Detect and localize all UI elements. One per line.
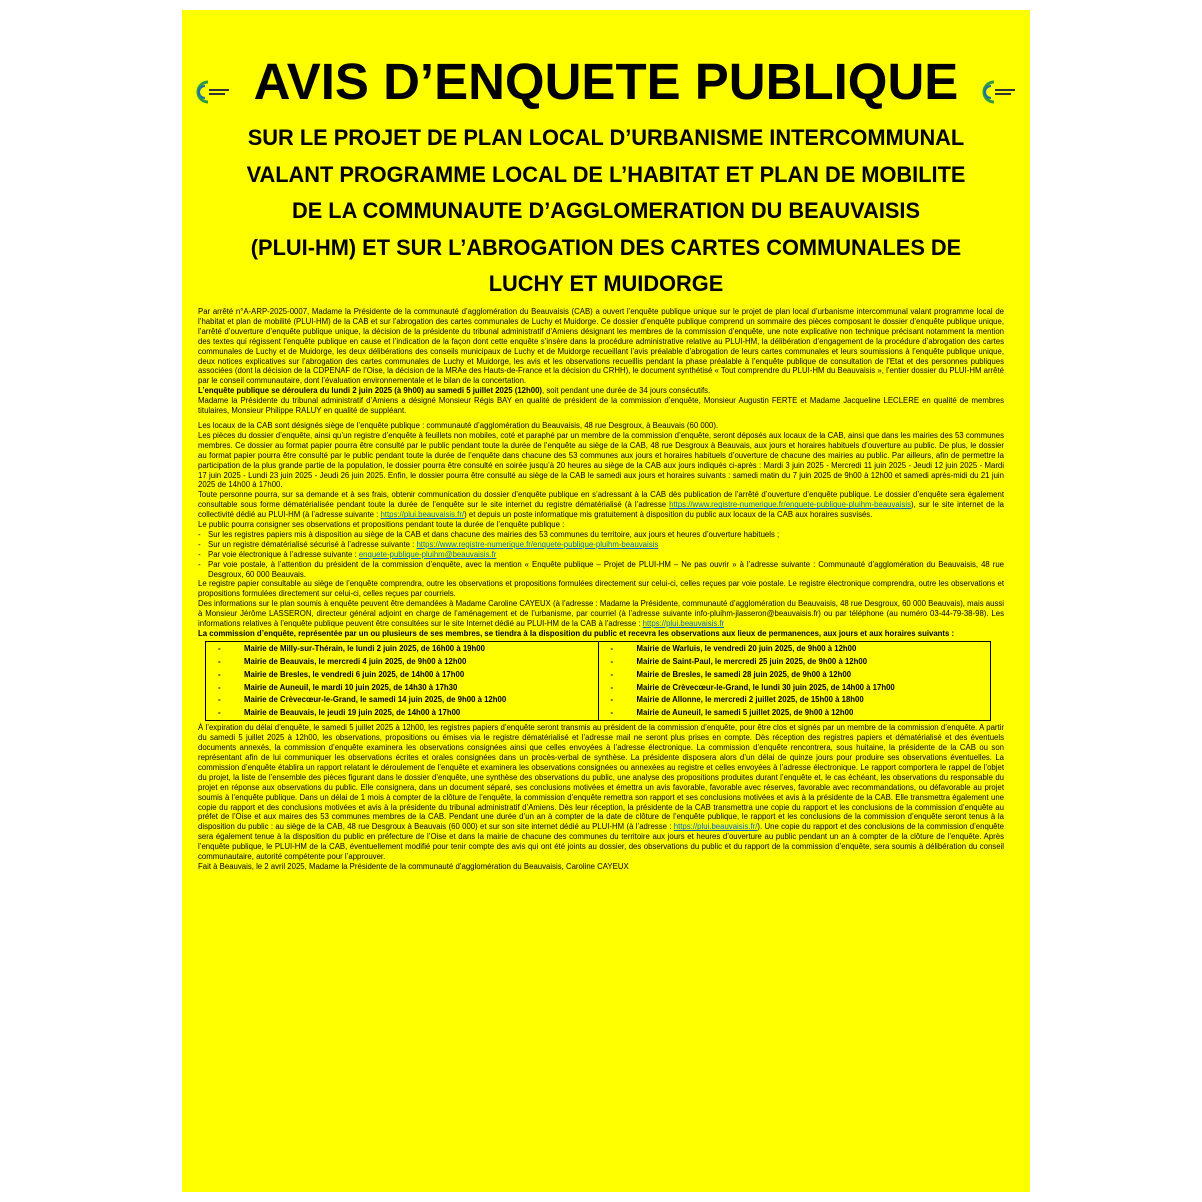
permanence-item: - Mairie de Crèvecœur-le-Grand, le samedi 14 juin 2025, de 9h00 à 12h00 <box>214 694 594 707</box>
list-item <box>198 540 1004 550</box>
enquete-duration-text: , soit pendant une durée de 34 jours consécutifs. <box>542 386 711 396</box>
permanence-item: - Mairie de Bresles, le samedi 28 juin 2025, de 9h00 à 12h00 <box>607 669 987 682</box>
subtitle-line: LUCHY ET MUIDORGE <box>488 271 724 296</box>
subtitle-line: SUR LE PROJET DE PLAN LOCAL D’URBANISME INTERCOMMUNAL <box>247 125 965 150</box>
cloture-paragraph <box>198 723 1004 862</box>
list-item: - Sur les registres papiers mis à disposition au siège de la CAB et dans chacune des mairies des 53 communes du territoire, aux jours et heures d’ouverture habituels ; <box>198 530 1004 540</box>
permanence-item: - Mairie de Auneuil, le samedi 5 juillet 2025, de 9h00 à 12h00 <box>607 707 987 720</box>
list-item <box>198 550 1004 560</box>
plui-site-link[interactable]: https://plui.beauvaisis.fr <box>642 619 725 629</box>
consultation-text: ) et depuis un poste informatique mis gratuitement à disposition du public aux locaux de la CAB aux horaires susvisés. <box>464 510 873 520</box>
permanence-item: - Mairie de Beauvais, le mercredi 4 juin 2025, de 9h00 à 12h00 <box>214 656 594 669</box>
dossier-paragraph: Les pièces du dossier d’enquête, ainsi qu’un registre d’enquête à feuillets non mobiles, coté et paraphé par un membre de la commission d’enquête, seront déposés aux locaux de la CAB, ainsi que dans les mairies des 53 communes membres. Ce dossier au format papier pourra être consulté par le public pendant toute la durée de l’enquête au siège de la CAB, 48 rue Desgroux à Beauvais, aux jours et horaires habituels d’ouverture au public. De plus, le dossier au format papier pourra être consulté par le public pendant toute la durée de l’enquête dans chacune des 53 communes aux jours et horaires habituels d’ouverture de chacune des mairies au public. Par ailleurs, afin de permettre la participation de la plus grande partie de la population, le dossier pourra être consulté en soirée jusqu’à 20 heures au siège de la CAB aux jours indiqués ci-après : Mardi 3 juin 2025 - Mercredi 11 juin 2025 - Jeudi 12 juin 2025 - Mardi 17 juin 2025 - Lundi 23 juin 2025 - Jeudi 26 juin 2025. Enfin, le dossier pourra être consulté au siège de la CAB le samedi aux jours et horaires suivants : samedi matin du 7 juin 2025 de 9h00 à 12h00 et samedi après-midi du 21 juin 2025 de 14h00 à 17h00. <box>198 430 1004 490</box>
permanence-item: - Mairie de Milly-sur-Thérain, le lundi 2 juin 2025, de 16h00 à 19h00 <box>214 643 594 656</box>
permanences-table <box>205 641 991 721</box>
plui-site-link[interactable]: https://plui.beauvaisis.fr/ <box>673 822 758 832</box>
subtitle-line: (PLUI-HM) ET SUR L’ABROGATION DES CARTES COMMUNALES DE <box>250 234 962 260</box>
informations-text: Des informations sur le plan soumis à enquête peuvent être demandées à Madame Caroline CAYEUX (à l’adresse : Madame la Présidente, communauté d’agglomération du Beauvaisis, 48 rue Desgroux, 60 000 Beauvais), mais aussi à Monsieur Jérôme LASSERON, directeur général adjoint en charge de l’aménagement et de l’urbanisme, par courriel (à l’adresse suivante info-pluihm-jlasseron@beauvaisis.fr) ou par téléphone (au numéro 03-44-79-38-98). Les informations relatives à l’enquête publique peuvent être consultées sur le site Internet dédié au PLUI-HM de la CAB à l’adresse : <box>198 599 1004 629</box>
permanences-intro-bold: La commission d’enquête, représentée par un ou plusieurs de ses membres, se tiendra à la disposition du public et recevra les observations aux lieux de permanences, aux jours et aux horaires suivants <box>198 629 950 638</box>
registre-paragraph: Le registre papier consultable au siège de l’enquête comprendra, outre les observations et propositions formulées directement sur celui-ci, celles reçues par voie postale. Le registre électronique comprendra, outre les observations et propositions formulées directement sur celui-ci, celles reçues par courriels. <box>198 579 1004 599</box>
consultation-text: ), sur le site internet de la collectivité dédié au PLUI-HM (à l’adresse suivante : <box>198 500 1005 520</box>
consultation-paragraph <box>198 490 1004 520</box>
list-item-text: Par voie électronique à l’adresse suivante : <box>208 549 359 559</box>
observations-intro: Le public pourra consigner ses observations et propositions pendant toute la durée de l’enquête publique : <box>198 520 565 530</box>
observation-methods-list <box>198 530 1004 580</box>
permanences-intro-colon: : <box>949 629 955 638</box>
arrete-paragraph: Par arrêté n°A-ARP-2025-0007, Madame la Présidente de la communauté d’agglomération du Beauvaisis (CAB) a ouvert l’enquête publique unique sur le projet de plan local d’urbanisme intercommunal valant programme local de l’habitat et plan de mobilité (PLUI-HM) de la CAB et sur l’abrogation des cartes communales de Luchy et Muidorge. Ce dossier d’enquête publique comprend un sommaire des pièces composant le dossier d’enquête publique unique, l’arrêté d’ouverture d’enquête publique unique, la décision de la présidente du tribunal administratif d’Amiens désignant les membres de la commission d’enquête, une note explicative non technique précisant notamment la mention des textes qui régissent l’enquête publique en cause et l’indication de la façon dont cette enquête s’insère dans la procédure administrative relative au PLUI-HM, la délibération d’engagement de la procédure d’abrogation des cartes communales de Luchy et de Muidorge, les deux délibérations des conseils municipaux de Luchy et de Muidorge recueillant l’avis préalable d’abrogation de leurs cartes communales et leurs soumissions à l’enquête publique unique, deux notices explicatives sur l’abrogation des cartes communales de Luchy et Muidorge, les avis et les observations recueillis pendant la phase préalable à l’enquête publique de consultation de l’Etat et des personnes publiques associées (dont la décision de la CDPENAF de l’Oise, la décision de la MRAe des Hauts-de-France et la décision du CRHH), le document synthétisé « Tout comprendre du PLUI-HM du Beauvaisis », l’entier dossier du PLUI-HM arrêté par le conseil communautaire, dont l’évaluation environnementale et le bilan de la concertation. <box>198 307 1004 386</box>
permanence-item: - Mairie de Saint-Paul, le mercredi 25 juin 2025, de 9h00 à 12h00 <box>607 656 987 669</box>
subtitle-line: DE LA COMMUNAUTE D’AGGLOMERATION DU BEAUVAISIS <box>291 198 921 223</box>
informations-paragraph <box>198 599 1004 629</box>
list-item: - Par voie postale, à l’attention du président de la commission d’enquête, avec la mention « Enquête publique – Projet de PLUI-HM – Ne pas ouvrir » à l’adresse suivante : Communauté d’agglomération du Beauvaisis, 48 rue Desgroux, 60 000 Beauvais. <box>198 560 1004 580</box>
permanences-column-right <box>598 641 991 720</box>
consultation-text: Toute personne pourra, sur sa demande et à ses frais, obtenir communication du dossier d’enquête publique en s’adressant à la CAB dès publication de l’arrêté d’ouverture d’enquête publique. Le dossier d’enquête sera également consultable sous forme dématérialisée pendant toute la durée de l’enquête sur le site internet du registre dématérialisé (à l’adresse <box>198 490 1004 510</box>
cloture-text: À l’expiration du délai d’enquête, le samedi 5 juillet 2025 à 12h00, les registres papiers d’enquête seront transmis au président de la commission d’enquête, pour être clos et signés par un membre de la commission d’enquête. A partir du samedi 5 juillet 2025 à 12h00, les observations, propositions ou émises via le registre dématérialisé et l’adresse mail ne seront plus prises en compte. Dès réception des registres papiers et dématérialisé et des éventuels documents annexés, la commission d’enquête examinera les observations consignées ainsi que celles envoyées à l’adresse électronique. La commission d’enquête rencontrera, sous huitaine, la présidente de la CAB ou son représentant afin de lui communiquer les observations écrites et orales consignées dans un procès-verbal de synthèse. La présidente disposera alors d’un délai de quinze jours pour produire ses observations éventuelles. La commission d’enquête établira un rapport relatant le déroulement de l’enquête et examinera les observations consignées ou annexées au registre et celles envoyées à l’adresse électronique. Le rapport comportera le rappel de l’objet du projet, la liste de l’ensemble des pièces figurant dans le dossier d’enquête, une synthèse des observations du public, une analyse des propositions produites durant l’enquête et, le cas échéant, les observations du responsable du projet en réponse aux observations du public. Elle consignera, dans un document séparé, ses conclusions motivées et émettra un avis favorable, favorable avec réserves, favorable avec recommandations, ou défavorable au projet soumis à l’enquête publique. Dans un délai de 1 mois à compter de la clôture de l’enquête, la commission d’enquête remettra son rapport et ses conclusions motivées et avis à la présidente de la CAB. Elle transmettra également une copie du rapport et des conclusions motivées et avis à la présidente du tribunal administratif d’Amiens. Dès leur réception, la présidente de la CAB transmettra une copie du rapport et les conclusions de la commission d’enquête au préfet de l’Oise et aux maires des 53 communes membres de la CAB. Pendant une durée d’un an à compter de la date de clôture de l’enquête publique, le rapport et les conclusions de la commission d’enquête seront tenus à la disposition du public : au siège de la CAB, 48 rue Desgroux à Beauvais (60 000) et sur son site internet dédié au PLUI-HM (à l’adresse : <box>198 723 1004 832</box>
permanence-item: - Mairie de Bresles, le vendredi 6 juin 2025, de 14h00 à 17h00 <box>214 669 594 682</box>
enquete-dates-bold: L’enquête publique se déroulera du lundi 2 juin 2025 (à 9h00) au samedi 5 juillet 2025 (12h00) <box>198 386 543 396</box>
notice-body <box>198 307 1004 872</box>
plui-site-link[interactable]: https://plui.beauvaisis.fr/ <box>380 510 465 520</box>
permanence-item: - Mairie de Allonne, le mercredi 2 juillet 2025, de 15h00 à 18h00 <box>607 694 987 707</box>
list-item-text: Sur un registre dématérialisé sécurisé à l’adresse suivante : <box>208 539 417 549</box>
permanence-item: - Mairie de Crèvecœur-le-Grand, le lundi 30 juin 2025, de 14h00 à 17h00 <box>607 682 987 695</box>
registre-link[interactable]: https://www.registre-numerique.fr/enquete-publique-pluihm-beauvaisis <box>416 539 659 549</box>
enquete-dates-paragraph <box>198 386 1004 396</box>
permanence-item: - Mairie de Beauvais, le jeudi 19 juin 2025, de 14h00 à 17h00 <box>214 707 594 720</box>
public-notice-poster <box>182 10 1030 1192</box>
siege-paragraph: Les locaux de la CAB sont désignés siège de l’enquête publique : communauté d’agglomération du Beauvaisis, 48 rue Desgroux, à Beauvais (60 000). <box>198 420 719 430</box>
poster-title: AVIS D’ENQUETE PUBLIQUE <box>253 53 959 110</box>
email-link[interactable]: enquete-publique-pluihm@beauvaisis.fr <box>358 549 497 559</box>
registre-link[interactable]: https://www.registre-numerique.fr/enquete-publique-pluihm-beauvaisis <box>669 500 911 510</box>
permanences-column-left <box>206 641 599 720</box>
signature: Fait à Beauvais, le 2 avril 2025, Madame la Présidente de la communauté d’agglomération du Beauvaisis, Caroline CAYEUX <box>198 861 629 871</box>
permanence-item: - Mairie de Warluis, le vendredi 20 juin 2025, de 9h00 à 12h00 <box>607 643 987 656</box>
poster-subtitle <box>182 120 1030 303</box>
commission-paragraph: Madame la Présidente du tribunal administratif d’Amiens a désigné Monsieur Régis BAY en qualité de président de la commission d’enquête, Monsieur Augustin FERTE et Madame Jacqueline LECLERE en qualité de membres titulaires, Monsieur Philippe RALUY en qualité de suppléant. <box>198 396 1004 416</box>
subtitle-line: VALANT PROGRAMME LOCAL DE L’HABITAT ET PLAN DE MOBILITE <box>246 161 966 187</box>
permanences-intro <box>198 629 1004 639</box>
cloture-text: ). Une copie du rapport et des conclusions de la commission d’enquête sera également tenue à la disposition du public en préfecture de l’Oise et dans la mairie de chacune des communes du territoire aux jours et heures d’ouverture au public pendant un an à compter de la clôture de l’enquête. Après l’enquête publique, le PLUI-HM de la CAB, éventuellement modifié pour tenir compte des avis qui ont été joints au dossier, des observations du public et du rapport de la commission d’enquête, sera soumis à délibération du conseil communautaire, autorité compétente pour l’approuver. <box>198 822 1004 862</box>
permanence-item: - Mairie de Auneuil, le mardi 10 juin 2025, de 14h30 à 17h30 <box>214 682 594 695</box>
